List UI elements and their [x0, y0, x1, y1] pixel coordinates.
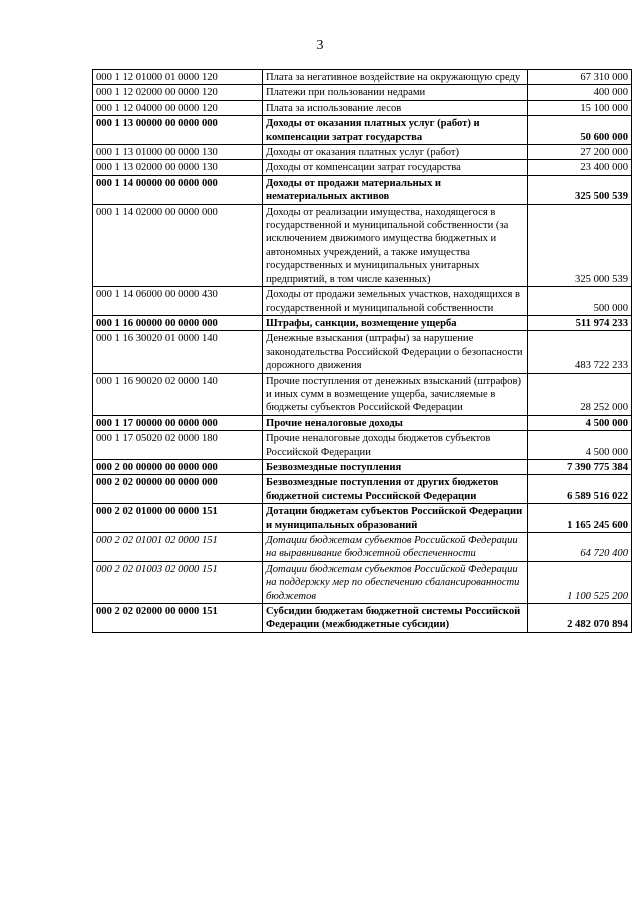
table-row	[93, 373, 632, 415]
revenue-name-cell: Прочие поступления от денежных взысканий (штрафов) и иных сумм в возмещение ущерба, зачисляемые в бюджеты субъектов Российской Федерации	[263, 373, 528, 415]
revenue-name-cell: Доходы от продажи материальных и нематериальных активов	[263, 175, 528, 204]
amount-cell: 483 722 233	[528, 331, 632, 373]
table-row	[93, 204, 632, 286]
table-row	[93, 504, 632, 533]
classification-code-cell: 000 1 16 90020 02 0000 140	[93, 373, 263, 415]
table-row	[93, 100, 632, 115]
classification-code-cell: 000 1 16 00000 00 0000 000	[93, 315, 263, 330]
revenue-name-cell: Прочие неналоговые доходы	[263, 415, 528, 430]
table-row	[93, 459, 632, 474]
amount-cell: 15 100 000	[528, 100, 632, 115]
classification-code-cell: 000 2 02 01000 00 0000 151	[93, 504, 263, 533]
revenue-name-cell: Дотации бюджетам субъектов Российской Федерации на выравнивание бюджетной обеспеченности	[263, 533, 528, 562]
table-row	[93, 415, 632, 430]
table-row	[93, 475, 632, 504]
revenue-name-cell: Безвозмездные поступления от других бюджетов бюджетной системы Российской Федерации	[263, 475, 528, 504]
classification-code-cell: 000 1 14 00000 00 0000 000	[93, 175, 263, 204]
page-number: 3	[316, 38, 324, 53]
classification-code-cell: 000 1 12 04000 00 0000 120	[93, 100, 263, 115]
amount-cell: 64 720 400	[528, 533, 632, 562]
amount-cell: 4 500 000	[528, 431, 632, 460]
table-row	[93, 70, 632, 85]
revenue-table-body	[93, 70, 632, 633]
table-row	[93, 431, 632, 460]
classification-code-cell: 000 1 14 06000 00 0000 430	[93, 287, 263, 316]
classification-code-cell: 000 1 17 00000 00 0000 000	[93, 415, 263, 430]
table-row	[93, 145, 632, 160]
classification-code-cell: 000 1 13 00000 00 0000 000	[93, 116, 263, 145]
amount-cell: 1 100 525 200	[528, 561, 632, 603]
amount-cell: 1 165 245 600	[528, 504, 632, 533]
table-row	[93, 533, 632, 562]
revenue-name-cell: Денежные взыскания (штрафы) за нарушение законодательства Российской Федерации о безопасности дорожного движения	[263, 331, 528, 373]
amount-cell: 7 390 775 384	[528, 459, 632, 474]
revenue-name-cell: Доходы от продажи земельных участков, находящихся в государственной и муниципальной собственности	[263, 287, 528, 316]
amount-cell: 27 200 000	[528, 145, 632, 160]
classification-code-cell: 000 2 02 02000 00 0000 151	[93, 604, 263, 633]
classification-code-cell: 000 2 02 00000 00 0000 000	[93, 475, 263, 504]
revenue-name-cell: Дотации бюджетам субъектов Российской Федерации и муниципальных образований	[263, 504, 528, 533]
amount-cell: 23 400 000	[528, 160, 632, 175]
classification-code-cell: 000 1 13 01000 00 0000 130	[93, 145, 263, 160]
revenue-name-cell: Дотации бюджетам субъектов Российской Федерации на поддержку мер по обеспечению сбалансированности бюджетов	[263, 561, 528, 603]
amount-cell: 28 252 000	[528, 373, 632, 415]
table-row	[93, 287, 632, 316]
table-row	[93, 160, 632, 175]
amount-cell: 511 974 233	[528, 315, 632, 330]
revenue-name-cell: Субсидии бюджетам бюджетной системы Российской Федерации (межбюджетные субсидии)	[263, 604, 528, 633]
revenue-name-cell: Доходы от реализации имущества, находящегося в государственной и муниципальной собственности (за исключением движимого имущества бюджетных и автономных учреждений, а также имущества государственных и муниципальных унитарных предприятий, в том числе казенных)	[263, 204, 528, 286]
amount-cell: 325 500 539	[528, 175, 632, 204]
table-row	[93, 561, 632, 603]
amount-cell: 4 500 000	[528, 415, 632, 430]
classification-code-cell: 000 1 12 01000 01 0000 120	[93, 70, 263, 85]
revenue-name-cell: Штрафы, санкции, возмещение ущерба	[263, 315, 528, 330]
classification-code-cell: 000 1 17 05020 02 0000 180	[93, 431, 263, 460]
table-row	[93, 315, 632, 330]
classification-code-cell: 000 1 14 02000 00 0000 000	[93, 204, 263, 286]
amount-cell: 2 482 070 894	[528, 604, 632, 633]
classification-code-cell: 000 2 02 01001 02 0000 151	[93, 533, 263, 562]
revenue-table	[92, 69, 632, 633]
classification-code-cell: 000 1 13 02000 00 0000 130	[93, 160, 263, 175]
table-row	[93, 604, 632, 633]
amount-cell: 400 000	[528, 85, 632, 100]
revenue-name-cell: Плата за использование лесов	[263, 100, 528, 115]
amount-cell: 500 000	[528, 287, 632, 316]
table-row	[93, 85, 632, 100]
revenue-name-cell: Доходы от компенсации затрат государства	[263, 160, 528, 175]
table-row	[93, 175, 632, 204]
classification-code-cell: 000 2 02 01003 02 0000 151	[93, 561, 263, 603]
revenue-name-cell: Доходы от оказания платных услуг (работ)	[263, 145, 528, 160]
amount-cell: 50 600 000	[528, 116, 632, 145]
classification-code-cell: 000 1 12 02000 00 0000 120	[93, 85, 263, 100]
classification-code-cell: 000 1 16 30020 01 0000 140	[93, 331, 263, 373]
amount-cell: 6 589 516 022	[528, 475, 632, 504]
revenue-name-cell: Безвозмездные поступления	[263, 459, 528, 474]
revenue-name-cell: Прочие неналоговые доходы бюджетов субъектов Российской Федерации	[263, 431, 528, 460]
amount-cell: 325 000 539	[528, 204, 632, 286]
revenue-name-cell: Плата за негативное воздействие на окружающую среду	[263, 70, 528, 85]
revenue-name-cell: Доходы от оказания платных услуг (работ) и компенсации затрат государства	[263, 116, 528, 145]
table-row	[93, 116, 632, 145]
revenue-name-cell: Платежи при пользовании недрами	[263, 85, 528, 100]
table-row	[93, 331, 632, 373]
amount-cell: 67 310 000	[528, 70, 632, 85]
classification-code-cell: 000 2 00 00000 00 0000 000	[93, 459, 263, 474]
